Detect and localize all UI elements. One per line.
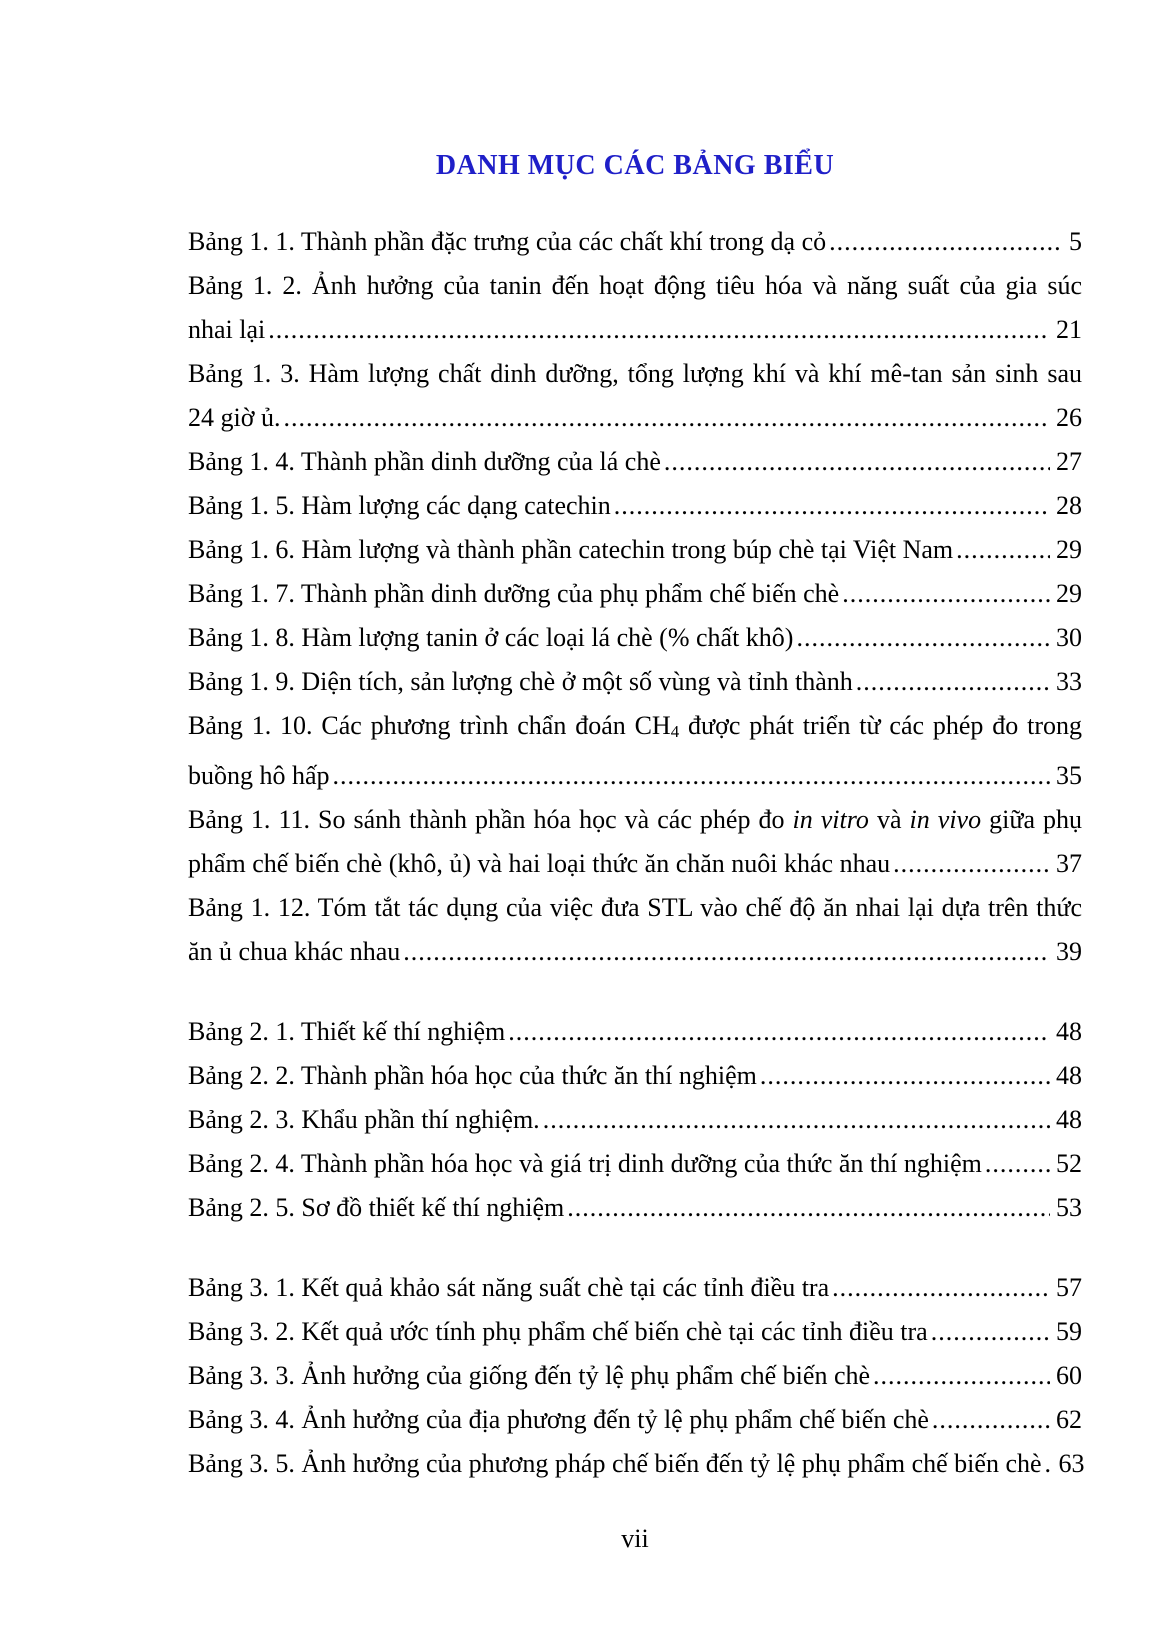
text-segment: Bảng 1. 1. Thành phần đặc trưng của các chất khí trong dạ cỏ bbox=[188, 227, 827, 256]
toc-entry-last-line bbox=[188, 1142, 1082, 1186]
toc-page-number: 35 bbox=[1056, 761, 1082, 791]
toc-entry bbox=[188, 264, 1082, 352]
toc-entry-text bbox=[188, 220, 826, 264]
toc-entry-text bbox=[188, 396, 280, 440]
toc-entry bbox=[188, 1142, 1082, 1186]
toc-entry-line bbox=[188, 886, 1082, 930]
toc-entry bbox=[188, 484, 1082, 528]
toc-page-number: 26 bbox=[1056, 403, 1082, 432]
toc-entry-text bbox=[188, 1142, 982, 1186]
text-segment: Bảng 2. 4. Thành phần hóa học và giá trị dinh dưỡng của thức ăn thí nghiệm bbox=[188, 1149, 982, 1179]
toc-page-number: 21 bbox=[1056, 315, 1082, 344]
dot-leader bbox=[508, 1010, 1050, 1054]
toc-entry bbox=[188, 572, 1082, 616]
toc-entry-text bbox=[188, 271, 1082, 300]
toc-entry-line bbox=[188, 704, 1082, 754]
text-segment: phẩm chế biến chè (khô, ủ) và hai loại thức ăn chăn nuôi khác nhau bbox=[188, 849, 891, 879]
text-segment: Bảng 1. 4. Thành phần dinh dưỡng của lá chè bbox=[188, 447, 661, 476]
toc-entry-last-line bbox=[188, 1398, 1082, 1442]
toc-entry-last-line bbox=[188, 484, 1082, 528]
toc-entry-text bbox=[188, 1354, 870, 1398]
dot-leader bbox=[664, 440, 1050, 484]
toc-entry-last-line bbox=[188, 1442, 1085, 1486]
toc-entry-last-line bbox=[188, 220, 1082, 264]
text-segment: ăn ủ chua khác nhau bbox=[188, 937, 401, 967]
toc-entry bbox=[188, 1010, 1082, 1054]
text-segment: và bbox=[868, 805, 910, 835]
toc-entry-last-line bbox=[188, 660, 1082, 704]
toc-entry-text bbox=[188, 1398, 929, 1442]
toc-entry-last-line bbox=[188, 930, 1082, 974]
text-segment: Bảng 3. 5. Ảnh hưởng của phương pháp chế biến đến tỷ lệ phụ phẩm chế biến chè bbox=[188, 1449, 1042, 1479]
chapter-2-tables bbox=[188, 1010, 1082, 1230]
dot-leader bbox=[543, 1098, 1050, 1142]
dot-leader bbox=[842, 572, 1050, 616]
toc-entry-last-line bbox=[188, 1186, 1082, 1230]
chapter-1-tables bbox=[188, 220, 1082, 974]
toc-page-number: 5 bbox=[1069, 227, 1082, 256]
toc-entry bbox=[188, 1054, 1082, 1098]
toc-entry-text bbox=[188, 1266, 829, 1310]
text-segment: 24 giờ ủ. bbox=[188, 403, 281, 432]
text-segment: Bảng 1. 3. Hàm lượng chất dinh dưỡng, tổng lượng khí và khí mê-tan sản sinh sau bbox=[188, 359, 1082, 388]
text-segment: Bảng 1. 5. Hàm lượng các dạng catechin bbox=[188, 491, 611, 520]
toc-entry-text bbox=[188, 893, 1082, 922]
toc-page-number: 33 bbox=[1056, 667, 1082, 696]
toc-page-number: 28 bbox=[1056, 491, 1082, 520]
text-segment: Bảng 2. 5. Sơ đồ thiết kế thí nghiệm bbox=[188, 1193, 565, 1223]
text-segment: được phát triển từ các phép đo trong bbox=[679, 711, 1082, 740]
toc-page-number: 53 bbox=[1056, 1193, 1082, 1223]
toc-entry bbox=[188, 1442, 1085, 1486]
toc-page-number: 52 bbox=[1056, 1149, 1082, 1179]
toc-entry bbox=[188, 1266, 1082, 1310]
toc-entry bbox=[188, 704, 1082, 798]
text-segment: Bảng 2. 1. Thiết kế thí nghiệm bbox=[188, 1017, 506, 1047]
dot-leader bbox=[333, 754, 1050, 798]
toc-page-number: 39 bbox=[1056, 937, 1082, 967]
toc-entry-text bbox=[188, 359, 1082, 388]
dot-leader bbox=[796, 616, 1050, 660]
text-segment: buồng hô hấp bbox=[188, 761, 330, 791]
toc-entry bbox=[188, 1398, 1082, 1442]
toc-entry-last-line bbox=[188, 754, 1082, 798]
toc-entry bbox=[188, 440, 1082, 484]
chapter-3-tables bbox=[188, 1266, 1085, 1486]
toc-entry-last-line bbox=[188, 842, 1082, 886]
toc-page-number: 60 bbox=[1056, 1361, 1082, 1391]
toc-entry-last-line bbox=[188, 1010, 1082, 1054]
toc-entry-text bbox=[188, 805, 1082, 834]
dot-leader bbox=[567, 1186, 1050, 1230]
toc-entry-text bbox=[188, 1310, 928, 1354]
toc-entry bbox=[188, 1354, 1082, 1398]
text-segment: Bảng 3. 4. Ảnh hưởng của địa phương đến tỷ lệ phụ phẩm chế biến chè bbox=[188, 1405, 929, 1435]
toc-entry-last-line bbox=[188, 440, 1082, 484]
toc-entry bbox=[188, 528, 1082, 572]
dot-leader bbox=[760, 1054, 1050, 1098]
toc-entry-line bbox=[188, 264, 1082, 308]
toc-entry-text bbox=[188, 484, 611, 528]
dot-leader bbox=[985, 1142, 1050, 1186]
text-segment: Bảng 1. 8. Hàm lượng tanin ở các loại lá chè (% chất khô) bbox=[188, 623, 794, 652]
toc-entry-text bbox=[188, 1442, 1042, 1486]
dot-leader bbox=[856, 660, 1050, 704]
toc-page-number: 29 bbox=[1056, 535, 1082, 564]
subscript-text-segment: 4 bbox=[670, 722, 680, 742]
toc-entry-last-line bbox=[188, 308, 1082, 352]
toc-entry bbox=[188, 798, 1082, 886]
toc-entry-last-line bbox=[188, 572, 1082, 616]
toc-entry bbox=[188, 660, 1082, 704]
toc-entry-text bbox=[188, 842, 890, 886]
text-segment: nhai lại bbox=[188, 315, 266, 344]
text-segment: Bảng 2. 2. Thành phần hóa học của thức ăn thí nghiệm bbox=[188, 1061, 757, 1091]
toc-entry-last-line bbox=[188, 1354, 1082, 1398]
toc-entry-last-line bbox=[188, 1054, 1082, 1098]
toc-entry-last-line bbox=[188, 1098, 1082, 1142]
toc-entry-last-line bbox=[188, 528, 1082, 572]
toc-entry-text bbox=[188, 440, 661, 484]
toc-page-number: 48 bbox=[1056, 1061, 1082, 1091]
text-segment: giữa phụ bbox=[981, 805, 1083, 835]
toc-entry bbox=[188, 220, 1082, 264]
toc-page-number: 48 bbox=[1056, 1105, 1082, 1135]
toc-entry bbox=[188, 1098, 1082, 1142]
dot-leader bbox=[403, 930, 1050, 974]
toc-entry-text bbox=[188, 754, 330, 798]
text-segment: Bảng 3. 2. Kết quả ước tính phụ phẩm chế biến chè tại các tỉnh điều tra bbox=[188, 1317, 928, 1347]
dot-leader bbox=[873, 1354, 1050, 1398]
toc-entry bbox=[188, 352, 1082, 440]
toc-page-number: 63 bbox=[1058, 1449, 1085, 1479]
toc-entry-text bbox=[188, 1098, 540, 1142]
dot-leader bbox=[1045, 1442, 1053, 1486]
toc-entry-text bbox=[188, 1054, 757, 1098]
dot-leader bbox=[283, 396, 1050, 440]
toc-page-number: 62 bbox=[1056, 1405, 1082, 1435]
toc-entry-text bbox=[188, 660, 853, 704]
toc-entry-text bbox=[188, 308, 265, 352]
page-title: DANH MỤC CÁC BẢNG BIỂU bbox=[435, 150, 835, 181]
dot-leader bbox=[931, 1310, 1050, 1354]
toc-page-number: 29 bbox=[1056, 579, 1082, 608]
toc-entry-last-line bbox=[188, 1266, 1082, 1310]
toc-page-number: 37 bbox=[1056, 849, 1082, 879]
toc-entry bbox=[188, 1186, 1082, 1230]
toc-entry-text bbox=[188, 572, 839, 616]
text-segment: Bảng 2. 3. Khẩu phần thí nghiệm. bbox=[188, 1105, 540, 1135]
text-segment: Bảng 1. 6. Hàm lượng và thành phần catechin trong búp chè tại Việt Nam bbox=[188, 535, 954, 564]
toc-entry bbox=[188, 616, 1082, 660]
toc-entry bbox=[188, 1310, 1082, 1354]
toc-entry-text bbox=[188, 528, 953, 572]
dot-leader bbox=[932, 1398, 1050, 1442]
table-of-tables-list bbox=[188, 220, 1085, 1486]
text-segment: Bảng 3. 1. Kết quả khảo sát năng suất chè tại các tỉnh điều tra bbox=[188, 1273, 830, 1303]
toc-entry-text bbox=[188, 1010, 505, 1054]
text-segment: Bảng 3. 3. Ảnh hưởng của giống đến tỷ lệ phụ phẩm chế biến chè bbox=[188, 1361, 871, 1391]
text-segment: Bảng 1. 7. Thành phần dinh dưỡng của phụ phẩm chế biến chè bbox=[188, 579, 840, 608]
dot-leader bbox=[893, 842, 1050, 886]
text-segment: Bảng 1. 2. Ảnh hưởng của tanin đến hoạt động tiêu hóa và năng suất của gia súc bbox=[188, 271, 1082, 300]
toc-page-number: 30 bbox=[1056, 623, 1082, 652]
text-segment: Bảng 1. 12. Tóm tắt tác dụng của việc đưa STL vào chế độ ăn nhai lại dựa trên thức bbox=[188, 893, 1082, 923]
toc-entry-last-line bbox=[188, 396, 1082, 440]
text-segment: Bảng 1. 9. Diện tích, sản lượng chè ở một số vùng và tỉnh thành bbox=[188, 667, 853, 696]
text-segment: Bảng 1. 10. Các phương trình chẩn đoán CH bbox=[188, 711, 671, 740]
toc-entry-text bbox=[188, 616, 793, 660]
toc-entry-text bbox=[188, 711, 1082, 740]
toc-page-number: 48 bbox=[1056, 1017, 1082, 1047]
dot-leader bbox=[829, 220, 1063, 264]
page-number-footer: vii bbox=[621, 1524, 649, 1553]
page-content bbox=[188, 150, 1085, 1486]
toc-entry-line bbox=[188, 798, 1082, 842]
dot-leader bbox=[614, 484, 1050, 528]
toc-page-number: 27 bbox=[1056, 447, 1082, 476]
toc-page-number: 59 bbox=[1056, 1317, 1082, 1347]
dot-leader bbox=[832, 1266, 1050, 1310]
dot-leader bbox=[956, 528, 1050, 572]
toc-entry-text bbox=[188, 930, 400, 974]
italic-text-segment: in vivo bbox=[909, 805, 982, 835]
toc-entry-text bbox=[188, 1186, 564, 1230]
toc-page-number: 57 bbox=[1056, 1273, 1082, 1303]
toc-entry bbox=[188, 886, 1082, 974]
italic-text-segment: in vitro bbox=[792, 805, 869, 835]
dot-leader bbox=[268, 308, 1050, 352]
toc-entry-last-line bbox=[188, 616, 1082, 660]
toc-entry-last-line bbox=[188, 1310, 1082, 1354]
text-segment: Bảng 1. 11. So sánh thành phần hóa học và các phép đo bbox=[188, 805, 793, 835]
toc-entry-line bbox=[188, 352, 1082, 396]
